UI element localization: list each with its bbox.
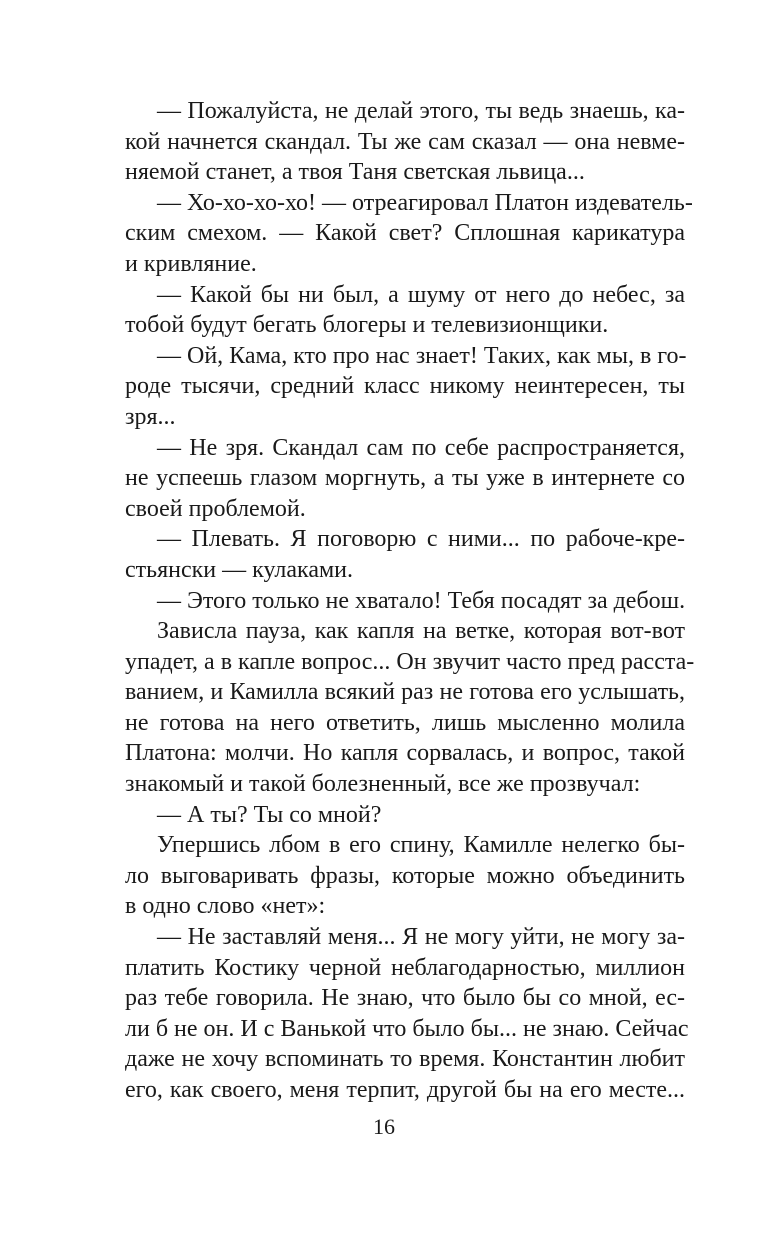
- text-line: своей проблемой.: [125, 495, 306, 522]
- paragraph: [125, 922, 689, 1106]
- page-text: [125, 96, 695, 1106]
- text-line: Зависла пауза, как капля на ветке, которая вот-вот: [157, 618, 685, 645]
- paragraph: [125, 800, 685, 831]
- paragraph: [125, 616, 695, 800]
- paragraph: [125, 188, 693, 280]
- text-line: платить Костику черной неблагодарностью, миллион: [125, 954, 685, 981]
- text-line: — Какой бы ни был, а шуму от него до небес, за: [157, 281, 685, 308]
- text-line: — Этого только не хватало! Тебя посадят за дебош.: [157, 587, 686, 614]
- paragraph: [125, 96, 685, 188]
- text-line: ли б не он. И с Ванькой что было бы... не знаю. Сейчас: [125, 1015, 689, 1042]
- text-line: роде тысячи, средний класс никому неинтересен, ты: [125, 373, 685, 400]
- text-line: упадет, а в капле вопрос... Он звучит часто пред расста-: [125, 648, 695, 675]
- paragraph: [125, 830, 685, 922]
- text-line: и кривляние.: [125, 250, 257, 277]
- text-line: ло выговаривать фразы, которые можно объединить: [125, 862, 685, 889]
- text-line: зря...: [125, 403, 176, 430]
- text-line: кой начнется скандал. Ты же сам сказал — она невме-: [125, 128, 685, 155]
- text-line: Упершись лбом в его спину, Камилле нелегко бы-: [157, 832, 685, 859]
- text-line: его, как своего, меня терпит, другой бы на его месте...: [125, 1077, 685, 1103]
- text-line: раз тебе говорила. Не знаю, что было бы со мной, ес-: [125, 985, 685, 1012]
- text-line: Платона: молчи. Но капля сорвалась, и вопрос, такой: [125, 740, 685, 767]
- text-line: стьянски — кулаками.: [125, 556, 353, 583]
- text-line: знакомый и такой болезненный, все же прозвучал:: [125, 771, 641, 798]
- text-line: даже не хочу вспоминать то время. Константин любит: [125, 1046, 685, 1073]
- text-line: — Плевать. Я поговорю с ними... по рабоче-кре-: [157, 526, 685, 553]
- page-number: 16: [373, 1114, 395, 1139]
- text-line: не успеешь глазом моргнуть, а ты уже в интернете со: [125, 465, 685, 492]
- text-line: ванием, и Камилла всякий раз не готова его услышать,: [125, 679, 685, 706]
- paragraph: [125, 433, 685, 525]
- paragraph: [125, 280, 685, 341]
- text-line: ским смехом. — Какой свет? Сплошная карикатура: [125, 220, 685, 247]
- text-line: в одно слово «нет»:: [125, 893, 326, 920]
- paragraph: [125, 341, 685, 433]
- text-line: — Пожалуйста, не делай этого, ты ведь знаешь, ка-: [157, 98, 685, 124]
- text-line: — Хо-хо-хо-хо! — отреагировал Платон издеватель-: [157, 189, 693, 216]
- text-line: — Не заставляй меня... Я не могу уйти, не могу за-: [157, 924, 685, 951]
- text-line: — А ты? Ты со мной?: [157, 801, 382, 828]
- text-line: няемой станет, а твоя Таня светская львица...: [125, 159, 585, 186]
- paragraph: [125, 524, 685, 585]
- text-line: тобой будут бегать блогеры и телевизионщики.: [125, 312, 609, 339]
- text-line: — Не зря. Скандал сам по себе распространяется,: [157, 434, 685, 461]
- text-line: — Ой, Кама, кто про нас знает! Таких, как мы, в го-: [157, 342, 687, 369]
- paragraph: [125, 586, 685, 617]
- text-line: не готова на него ответить, лишь мысленно молила: [125, 709, 685, 736]
